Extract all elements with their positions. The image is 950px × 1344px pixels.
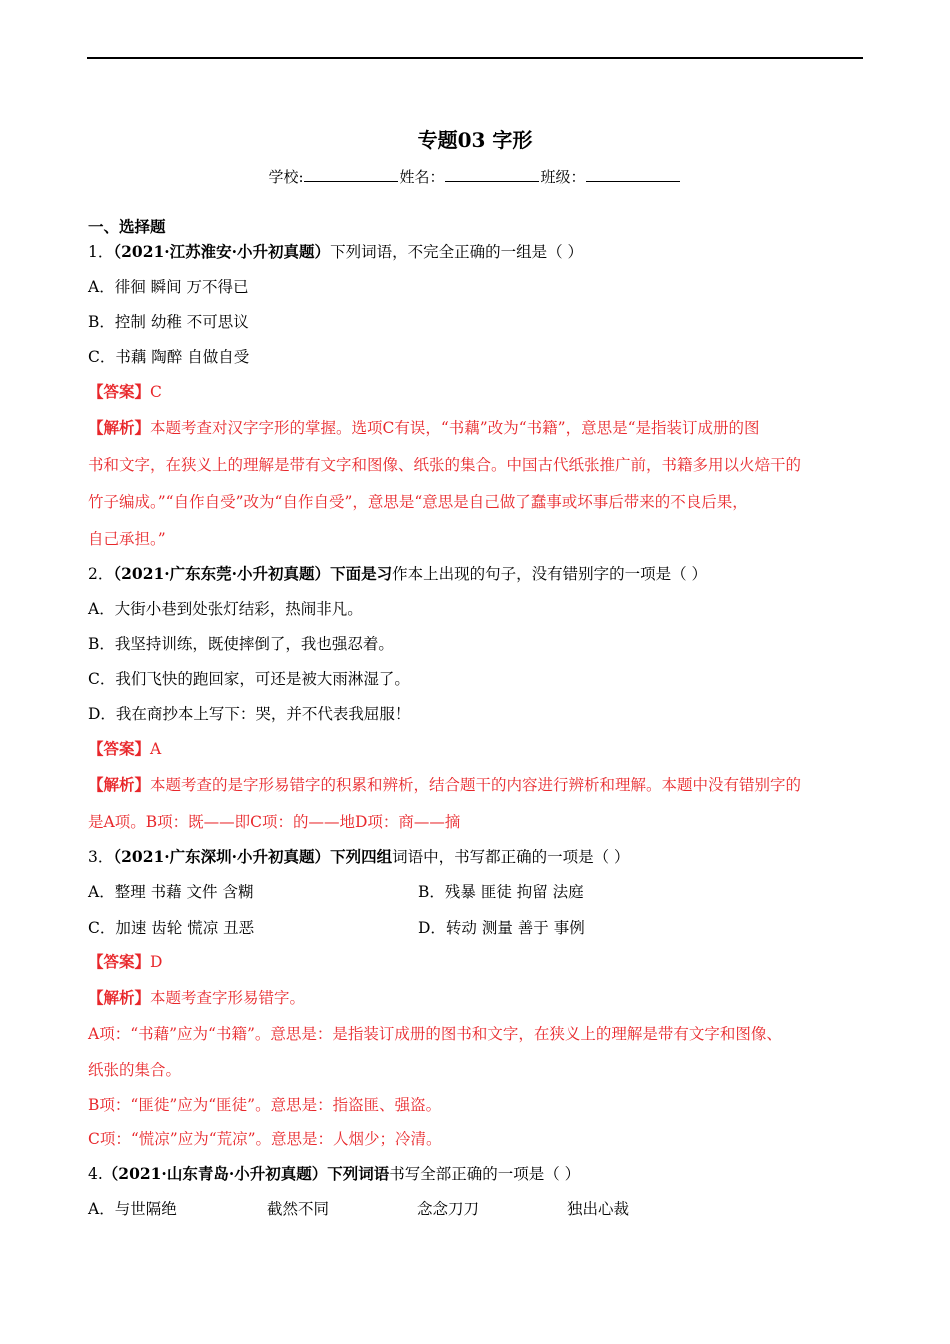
q1-option-c: C．书藕 陶醉 自做自受 <box>88 348 250 366</box>
q3-answer-label: 【答案】 <box>88 952 151 971</box>
q4-a-word-3: 念念刀刀 <box>417 1200 480 1218</box>
page-title: 专题03 字形 <box>417 128 533 152</box>
q3-option-d: D．转动 测量 善于 事例 <box>418 919 585 937</box>
q3-explanation-a2: 纸张的集合。 <box>88 1061 182 1079</box>
q2-option-d: D．我在商抄本上写下：哭，并不代表我屈服！ <box>88 705 411 723</box>
q2-explanation-2: 是A项。B项：既——即C项：的——地D项：商——摘 <box>88 813 461 831</box>
q3-num: 3． <box>88 848 114 866</box>
q1-explanation-4: 自己承担。” <box>88 530 166 548</box>
q3-expl-label: 【解析】 <box>88 988 151 1007</box>
q4-source-2: 下列词语 <box>327 1164 390 1183</box>
q1-option-b: B．控制 幼稚 不可思议 <box>88 313 249 331</box>
q2-source-2: 下面是习 <box>330 564 393 583</box>
q3-option-c: C．加速 齿轮 慌凉 丑恶 <box>88 919 255 937</box>
q2-expl-label: 【解析】 <box>88 775 151 794</box>
q3-explanation-c: C项：“慌凉”应为“荒凉”。意思是：人烟少；冷清。 <box>88 1130 442 1148</box>
q1-explanation-3: 竹子编成。”“自作自受”改为“自作自受”，意思是“意思是自己做了蠢事或坏事后带来的不良后果， <box>88 493 748 511</box>
q4-a-word-1: A．与世隔绝 <box>88 1200 177 1218</box>
q3-option-b: B．残暴 匪徒 拘留 法庭 <box>418 883 584 901</box>
q1-explanation-2: 书和文字，在狭义上的理解是带有文字和图像、纸张的集合。中国古代纸张推广前，书籍多用以火焙干的 <box>88 456 802 474</box>
name-label: 姓名： <box>399 168 445 186</box>
header-rule <box>87 57 863 59</box>
q4-source: （2021·山东青岛·小升初真题） <box>102 1164 328 1183</box>
q3-explanation-b: B项：“匪徙”应为“匪徒”。意思是：指盗匪、强盗。 <box>88 1096 442 1114</box>
q2-answer-value: A <box>150 740 162 758</box>
q1-option-a: A．徘徊 瞬间 万不得已 <box>88 278 249 296</box>
question-2-stem <box>88 564 707 584</box>
q3-explanation-a1: A项：“书藉”应为“书籍”。意思是：是指装订成册的图书和文字，在狭义上的理解是带有文字和图像、 <box>88 1025 782 1043</box>
q4-num: 4. <box>88 1165 103 1183</box>
q1-expl-text-1: 本题考查对汉字字形的掌握。选项C有误，“书藕”改为“书籍”，意思是“是指装订成册的图 <box>150 419 760 437</box>
q2-option-a: A．大街小巷到处张灯结彩，热闹非凡。 <box>88 600 363 618</box>
q2-num: 2． <box>88 565 114 583</box>
q1-text: 下列词语，不完全正确的一组是（ ） <box>330 243 583 261</box>
q1-answer <box>88 382 162 402</box>
q3-explanation-1 <box>88 988 305 1008</box>
student-info <box>0 166 950 187</box>
q2-answer <box>88 739 161 759</box>
q1-answer-value: C <box>150 383 162 401</box>
q3-source-2: 下列四组 <box>330 847 393 866</box>
class-label: 班级： <box>540 168 586 186</box>
q4-a-word-2: 截然不同 <box>267 1200 330 1218</box>
q1-num: 1． <box>88 243 114 261</box>
section-heading: 一、选择题 <box>88 217 166 236</box>
q3-source: （2021·广东深圳·小升初真题） <box>113 847 331 866</box>
q1-source: （2021·江苏淮安·小升初真题） <box>113 242 331 261</box>
q2-option-c: C．我们飞快的跑回家，可还是被大雨淋湿了。 <box>88 670 410 688</box>
q2-expl-text-1: 本题考查的是字形易错字的积累和辨析，结合题干的内容进行辨析和理解。本题中没有错别字的 <box>150 776 802 794</box>
q3-option-a: A．整理 书藉 文件 含糊 <box>88 883 254 901</box>
q2-option-b: B．我坚持训练，既使摔倒了，我也强忍着。 <box>88 635 394 653</box>
q1-answer-label: 【答案】 <box>88 382 151 401</box>
q3-expl-text-1: 本题考查字形易错字。 <box>150 989 306 1007</box>
question-3-stem <box>88 847 630 867</box>
q4-a-word-4: 独出心裁 <box>567 1200 630 1218</box>
school-blank[interactable] <box>304 167 398 182</box>
q2-text: 作本上出现的句子，没有错别字的一项是（ ） <box>392 565 708 583</box>
q3-text: 词语中，书写都正确的一项是（ ） <box>392 848 630 866</box>
question-4-stem <box>88 1164 580 1184</box>
q3-answer-value: D <box>150 953 163 971</box>
q1-expl-label: 【解析】 <box>88 418 151 437</box>
class-blank[interactable] <box>586 167 680 182</box>
q4-text: 书写全部正确的一项是（ ） <box>389 1165 581 1183</box>
question-1-stem <box>88 242 583 262</box>
q2-answer-label: 【答案】 <box>88 739 151 758</box>
q3-answer <box>88 952 162 972</box>
school-label: 学校: <box>268 168 304 186</box>
name-blank[interactable] <box>445 167 539 182</box>
q2-source: （2021·广东东莞·小升初真题） <box>113 564 331 583</box>
q2-explanation-1 <box>88 775 801 795</box>
q4-option-a <box>88 1199 629 1219</box>
q1-explanation-1 <box>88 418 760 438</box>
